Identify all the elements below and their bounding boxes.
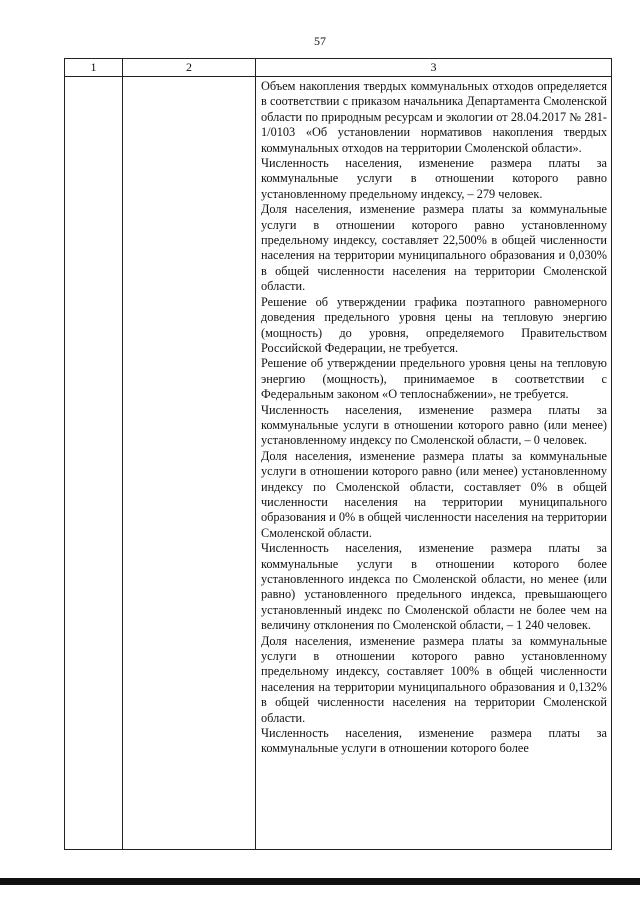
table-header-row [65,59,612,77]
table-row [65,77,612,850]
paragraph-population-more: Численность населения, изменение размера платы за коммунальные услуги в отношении которого более [261,726,607,756]
paragraph-share-above-index: Доля населения, изменение размера платы за коммунальные услуги в отношении которого равно установленному предельному индексу, составляет 100% в общей численности населения на территории муниципального образования и 0,132% в общей численности населения на территории Смоленской области. [261,633,607,725]
scan-edge-bar [0,878,640,885]
column-header-1: 1 [65,59,123,77]
paragraph-share-equal-limit: Доля населения, изменение размера платы за коммунальные услуги в отношении которого равно установленному предельному индексу, составляет 22,500% в общей численности населения на территории муниципального образования и 0,030% в общей численности населения на территории Смоленской области. [261,202,607,294]
column-header-3: 3 [256,59,612,77]
cell-column-1 [65,77,123,850]
paragraph-population-above-index: Численность населения, изменение размера платы за коммунальные услуги в отношении которого более установленного индекса по Смоленской области, но менее (или равно) установленного предельного индекса, превышающего установленный индекс по Смоленской области не более чем на величину отклонения по Смоленской области, – 1 240 человек. [261,541,607,633]
paragraph-population-equal-limit: Численность населения, изменение размера платы за коммунальные услуги в отношении которого равно установленному предельному индексу, – 279 человек. [261,156,607,201]
column-header-2: 2 [123,59,256,77]
document-table [64,58,612,850]
paragraph-heat-price-limit: Решение об утверждении предельного уровня цены на тепловую энергию (мощность), принимаемое в соответствии с Федеральным законом «О теплоснабжении», не требуется. [261,356,607,402]
paragraph-heat-schedule: Решение об утверждении графика поэтапного равномерного доведения предельного уровня цены на тепловую энергию (мощность) до уровня, определяемого Правительством Российской Федерации, не требуется. [261,294,607,355]
cell-column-2 [123,77,256,850]
paragraph-waste-volume: Объем накопления твердых коммунальных отходов определяется в соответствии с приказом начальника Департамента Смоленской области по природным ресурсам и экологии от 28.04.2017 № 281-1/0103 «Об установлении нормативов накопления твердых коммунальных отходов на территории Смоленской области». [261,79,607,155]
cell-column-3 [256,77,612,850]
page-number: 57 [314,34,326,48]
paragraph-share-below-index: Доля населения, изменение размера платы за коммунальные услуги в отношении которого равно (или менее) установленному индексу по Смоленской области, составляет 0% в общей численности населения на территории муниципального образования и 0% в общей численности населения на территории Смоленской области. [261,448,607,540]
paragraph-population-below-index: Численность населения, изменение размера платы за коммунальные услуги в отношении которого равно (или менее) установленному индексу по Смоленской области, – 0 человек. [261,402,607,448]
